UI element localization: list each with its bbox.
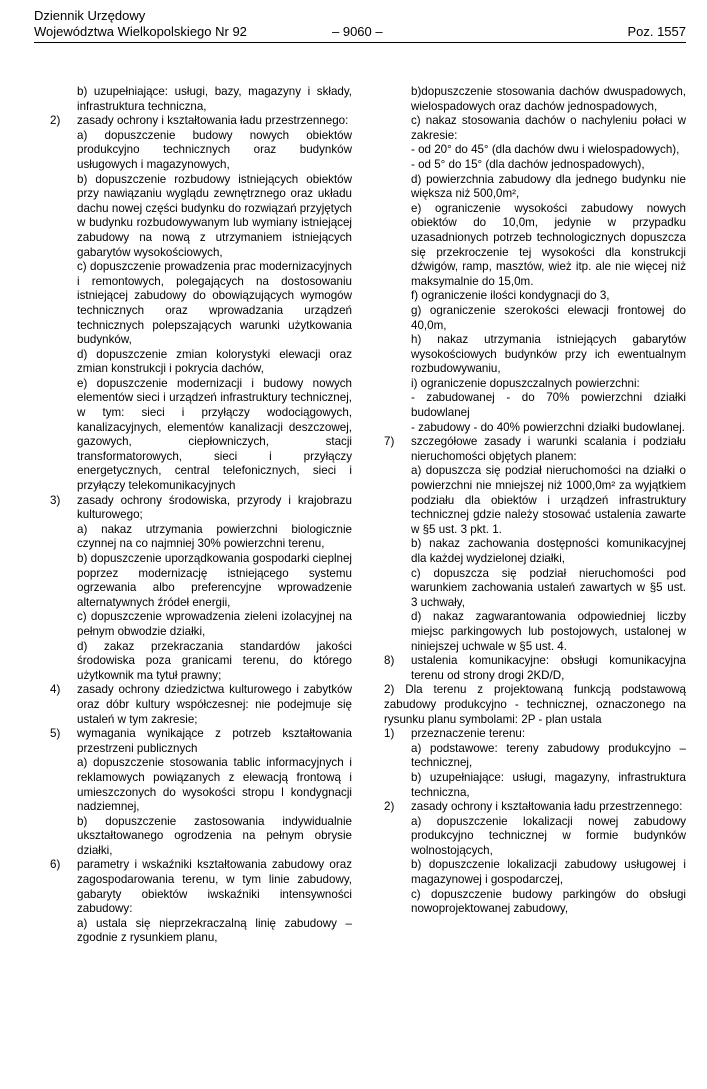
sub-paragraph: b) dopuszczenie lokalizacji zabudowy usługowej i magazynowej i gospodarczej, (411, 858, 686, 887)
numbered-item (384, 435, 686, 464)
numbered-item (384, 800, 686, 815)
sub-paragraph: i) ograniczenie dopuszczalnych powierzchni: (411, 376, 640, 390)
sub-paragraph: - zabudowanej - do 70% powierzchni działki budowlanej (411, 391, 686, 420)
sub-paragraph: a) nakaz utrzymania powierzchni biologicznie czynnej na co najmniej 30% powierzchni terenu, (77, 522, 352, 551)
sub-paragraph: e) dopuszczenie modernizacji i budowy nowych elementów sieci i urządzeń infrastruktury technicznej, w tym: sieci i przyłączy wodociągowych, kanalizacyjnych, elementów kanalizacji deszczowej, gazowych, ciepłowniczych, stacji transformatorowych, sieci i przyłączy energetycznych, central telefonicznych, sieci i przyłączy telekomunikacyjnych (77, 376, 352, 493)
sub-paragraph: c) dopuszczenie wprowadzenia zieleni izolacyjnej na pełnym obwodzie działki, (77, 610, 352, 638)
right-column (384, 85, 686, 917)
numbered-item (50, 727, 352, 756)
sub-paragraph: b) dopuszczenie rozbudowy istniejących obiektów przy nawiązaniu wyglądu zewnętrznego oraz układu dachu nowej części budynku do rozwiązań przyjętych w budynku rozbudowywanym lub wymiany istniejącej zabudowy na nową z utrzymaniem istniejących gabarytów wysokościowych, (77, 172, 352, 259)
page-header (34, 8, 686, 44)
item-number: 3) (50, 493, 61, 507)
sub-paragraph: c) nakaz stosowania dachów o nachyleniu połaci w zakresie: (411, 114, 686, 142)
numbered-item (50, 683, 352, 727)
sub-paragraph: c) dopuszczenie budowy parkingów do obsługi nowoprojektowanej zabudowy, (411, 887, 686, 916)
sub-paragraph: - od 20° do 45° (dla dachów dwu i wielospadowych), (411, 143, 680, 157)
item-number: 4) (50, 683, 61, 697)
header-rule (34, 42, 686, 43)
sub-paragraph: d) zakaz przekraczania standardów jakości środowiska poza granicami terenu, do którego użytkownik ma tytuł prawny; (77, 639, 352, 682)
sub-paragraph: a) ustala się nieprzekraczalną linię zabudowy – zgodnie z rysunkiem planu, (77, 916, 352, 945)
sub-paragraph: d) nakaz zagwarantowania odpowiedniej liczby miejsc parkingowych lub postojowych, ustalonej w niniejszej uchwale w §5 ust. 4. (411, 610, 686, 653)
section-paragraph: 2) Dla terenu z projektowaną funkcją podstawową zabudowy produkcyjno - technicznej, oznaczonego na rysunku planu symbolami: 2P - plan ustala (384, 683, 686, 726)
sub-paragraph: b) uzupełniające: usługi, magazyny, infrastruktura techniczna, (411, 770, 686, 799)
sub-paragraph: b) dopuszczenie zastosowania indywidualnie ukształtowanego ogrodzenia na pełnym obrysie działki, (77, 814, 352, 857)
sub-paragraph: b)dopuszczenie stosowania dachów dwuspadowych, wielospadowych oraz dachów jednospadowych, (411, 85, 686, 113)
item-text: ustalenia komunikacyjne: obsługi komunikacyjna terenu od strony drogi 2KD/D, (411, 654, 686, 682)
sub-paragraph: h) nakaz utrzymania istniejących gabarytów wysokościowych budynków przy ich ewentualnym rozbudowywaniu, (411, 333, 686, 376)
sub-paragraph: a) dopuszczenie stosowania tablic informacyjnych i reklamowych powiązanych z elewacją frontową i umieszczonych do wysokości stropu I kondygnacji nadziemnej, (77, 756, 352, 814)
sub-paragraph: a) podstawowe: tereny zabudowy produkcyjno – technicznej, (411, 741, 686, 770)
sub-paragraph: c) dopuszcza się podział nieruchomości pod warunkiem zachowania ustaleń zawartych w §5 ust. 3 uchwały, (411, 566, 686, 609)
item-text: zasady ochrony i kształtowania ładu przestrzennego: (77, 114, 349, 128)
sub-paragraph: - od 5° do 15° (dla dachów jednospadowych), (411, 157, 645, 171)
numbered-item (384, 727, 686, 742)
numbered-item (50, 858, 352, 916)
sub-paragraph: d) dopuszczenie zmian kolorystyki elewacji oraz zmian konstrukcji i pokrycia dachów, (77, 347, 352, 376)
sub-paragraph: b) nakaz zachowania dostępności komunikacyjnej dla każdej wydzielonej działki, (411, 537, 686, 565)
sub-paragraph: g) ograniczenie szerokości elewacji frontowej do 40,0m, (411, 303, 686, 332)
sub-paragraph: f) ograniczenie ilości kondygnacji do 3, (411, 289, 610, 303)
sub-paragraph: a) dopuszczenie lokalizacji nowej zabudowy produkcyjno technicznej w formie budynków wolnostojących, (411, 814, 686, 857)
item-text: przeznaczenie terenu: (411, 727, 526, 741)
sub-paragraph: d) powierzchnia zabudowy dla jednego budynku nie większa niż 500,0m², (411, 172, 686, 201)
journal-subtitle: Województwa Wielkopolskiego Nr 92 (34, 24, 247, 39)
item-number: 2) (50, 114, 61, 128)
item-text: zasady ochrony środowiska, przyrody i krajobrazu kulturowego; (77, 493, 352, 522)
item-number: 8) (384, 654, 395, 668)
item-text: zasady ochrony i kształtowania ładu przestrzennego: (411, 800, 683, 814)
journal-title: Dziennik Urzędowy (34, 8, 146, 23)
item-text: szczegółowe zasady i warunki scalania i podziału nieruchomości objętych planem: (411, 435, 686, 463)
sub-paragraph: a) dopuszcza się podział nieruchomości na działki o powierzchni nie mniejszej niż 1000,0m² za wyjątkiem podziału dla obiektów i urządzeń infrastruktury technicznej gdzie należy stosować ustalenia zawarte w §5 ust. 3 pkt. 1. (411, 464, 686, 536)
item-number: 5) (50, 727, 61, 741)
sub-paragraph: c) dopuszczenie prowadzenia prac modernizacyjnych i remontowych, polegających na dostosowaniu istniejącej zabudowy do obowiązujących wymogów technicznych oraz wprowadzania urządzeń technicznych polepszających warunki użytkowania budynków, (77, 260, 352, 347)
numbered-item (384, 654, 686, 683)
item-number: 7) (384, 435, 395, 449)
item-text: wymagania wynikające z potrzeb kształtowania przestrzeni publicznych (77, 727, 352, 755)
numbered-item (50, 114, 352, 129)
item-number: 6) (50, 858, 61, 872)
page-number: – 9060 – (332, 24, 383, 39)
sub-paragraph: b) uzupełniające: usługi, bazy, magazyny i składy, infrastruktura techniczna, (77, 85, 352, 113)
item-text: parametry i wskaźniki kształtowania zabudowy oraz zagospodarowania terenu, w tym linie zabudowy, gabaryty obiektów iwskaźniki intensywności zabudowy: (77, 858, 352, 916)
item-number: 1) (384, 727, 395, 741)
position-number: Poz. 1557 (627, 24, 686, 39)
item-text: zasady ochrony dziedzictwa kulturowego i zabytków oraz dóbr kultury współczesnej: nie podejmuje się ustaleń w tym zakresie; (77, 683, 352, 726)
sub-paragraph: a) dopuszczenie budowy nowych obiektów produkcyjno technicznych oraz budynków usługowych i magazynowych, (77, 128, 352, 171)
item-number: 2) (384, 800, 395, 814)
numbered-item (50, 494, 352, 523)
left-column (50, 85, 352, 946)
sub-paragraph: b) dopuszczenie uporządkowania gospodarki cieplnej poprzez modernizację istniejącego systemu ogrzewania albo preferencyjne wprowadzenie alternatywnych źródeł energii, (77, 552, 352, 609)
sub-paragraph: e) ograniczenie wysokości zabudowy nowych obiektów do 10,0m, jedynie w przypadku uzasadnionych potrzeb technologicznych dopuszcza się przekroczenie tej wysokości dla konstrukcji dźwigów, ramp, masztów, wież itp. ale nie więcej niż maksymalnie do 15,0m. (411, 201, 686, 288)
sub-paragraph: - zabudowy - do 40% powierzchni działki budowlanej. (411, 420, 685, 434)
